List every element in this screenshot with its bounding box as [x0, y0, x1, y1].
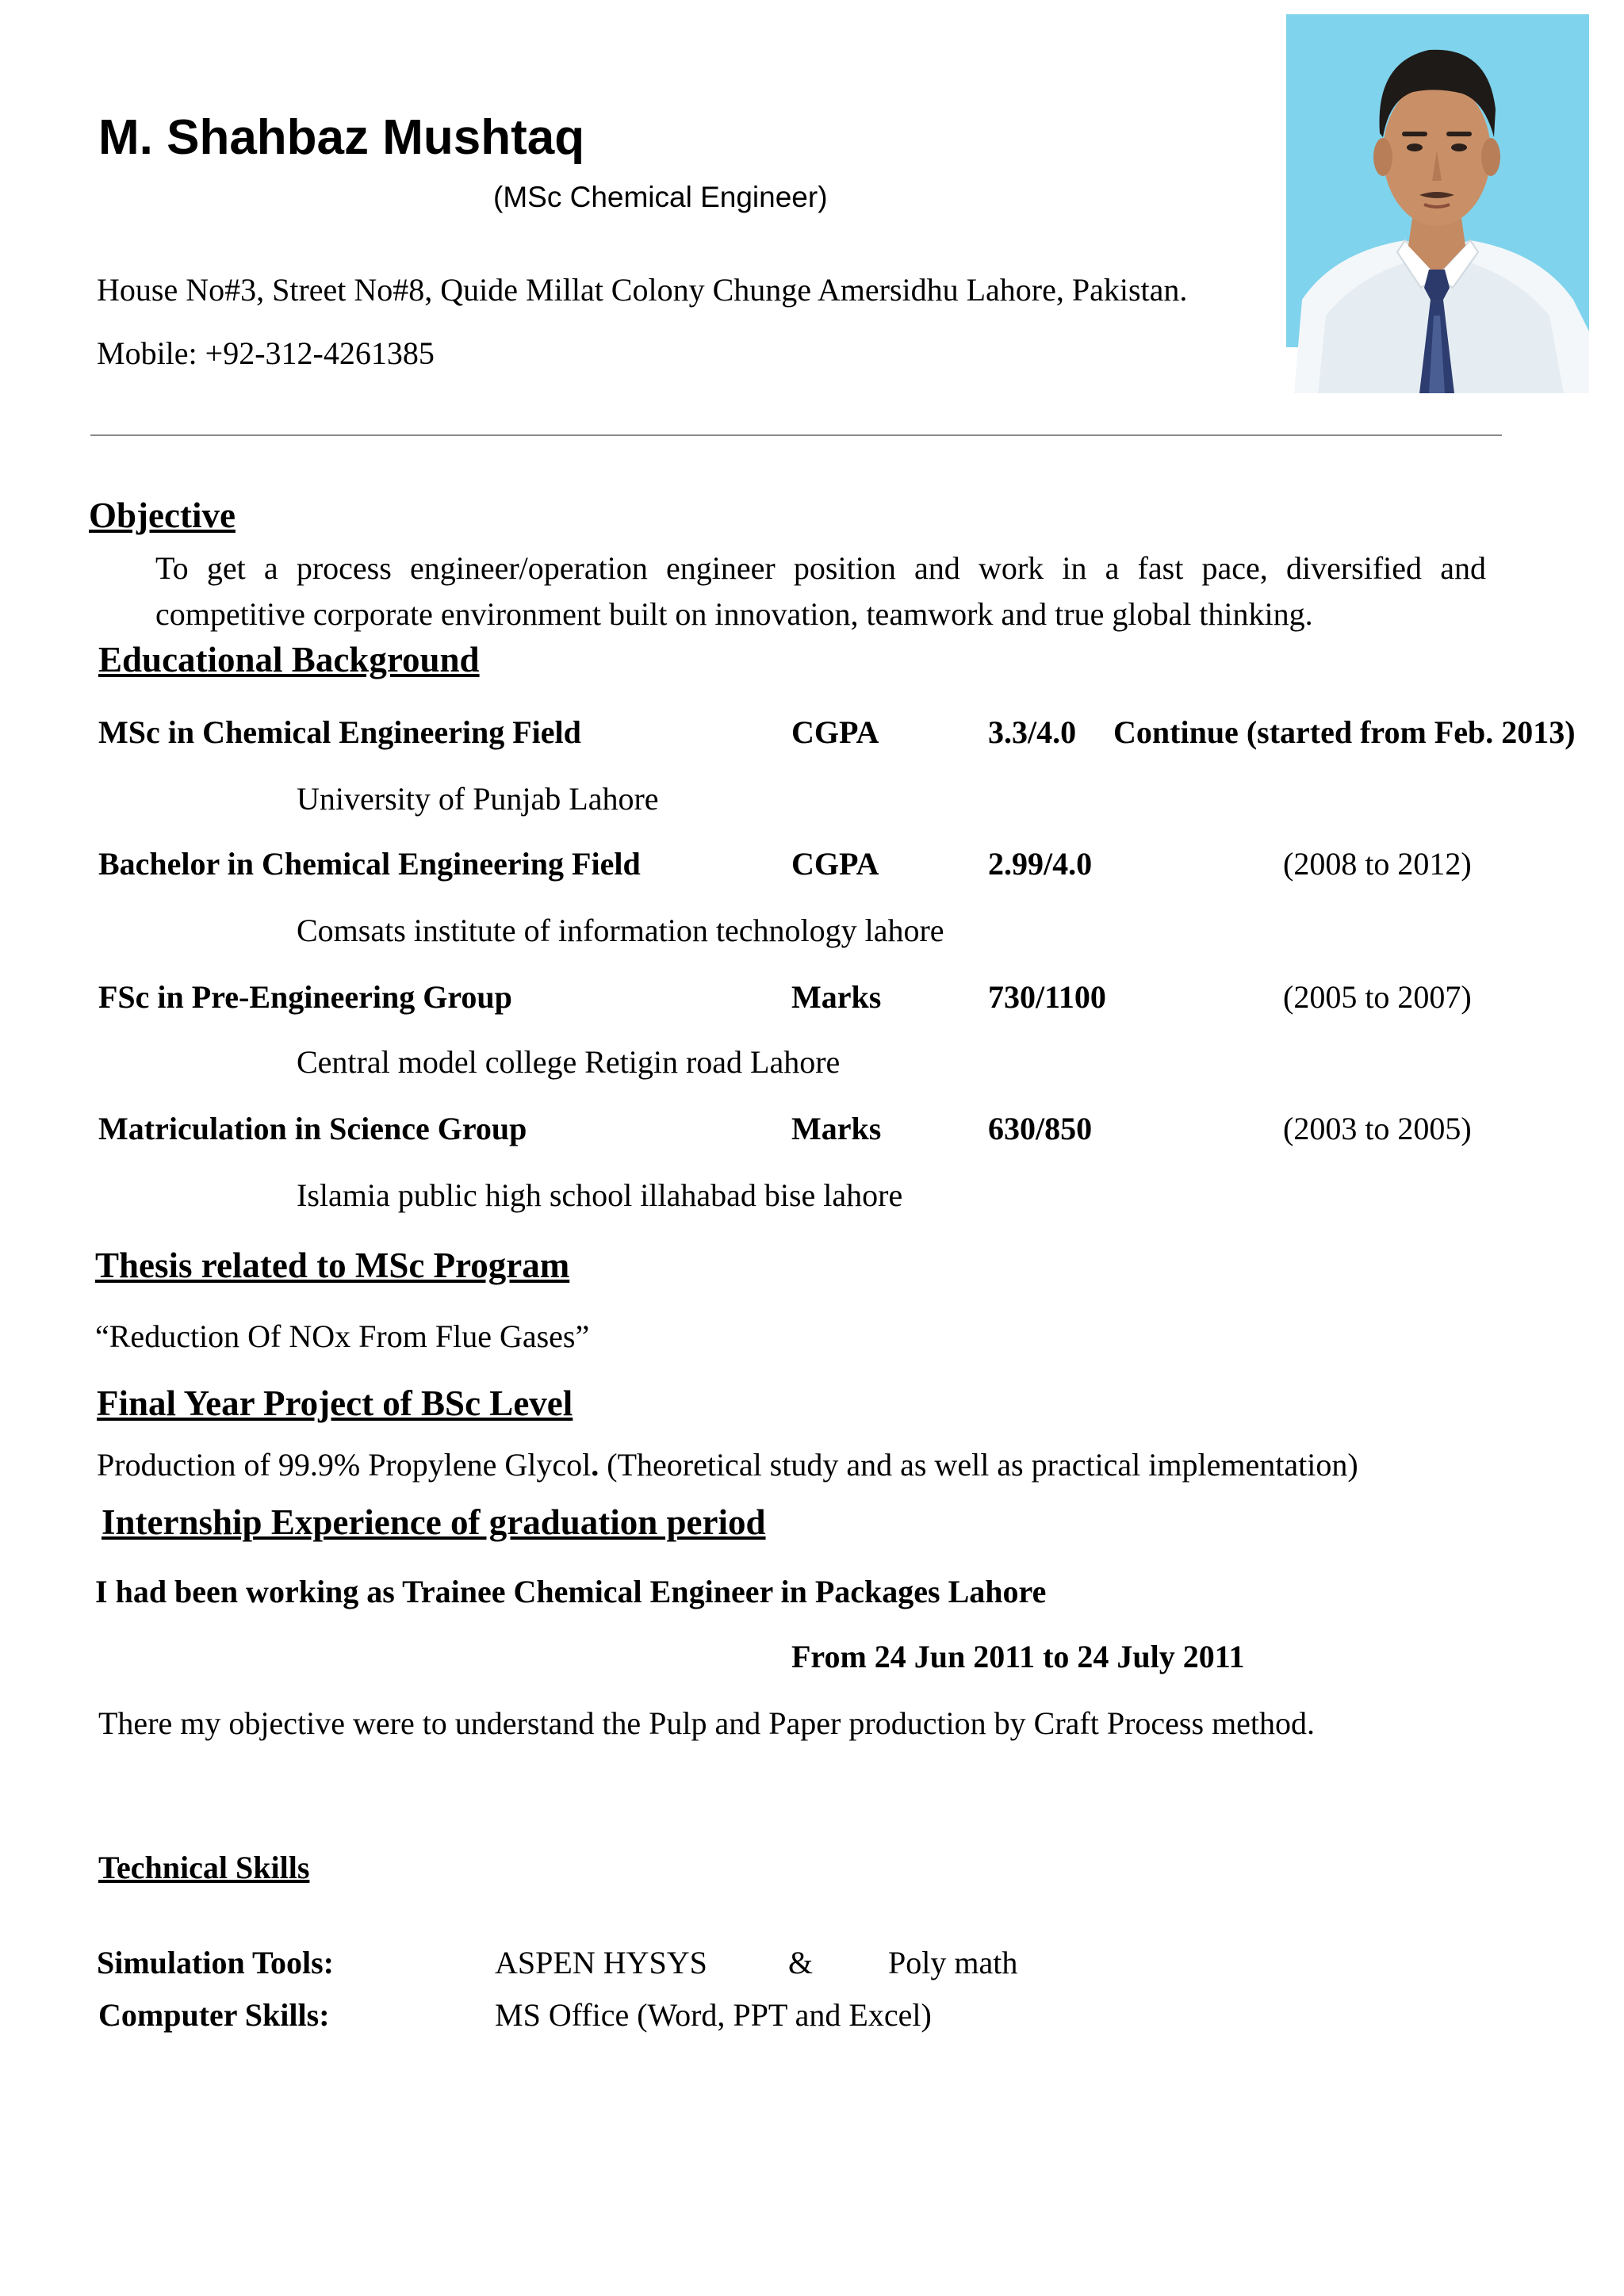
study-period: (2005 to 2007) — [1283, 979, 1472, 1015]
score-value: 3.3/4.0 — [988, 714, 1077, 750]
project-details: (Theoretical study and as well as practical implementation) — [599, 1447, 1358, 1483]
computer-skills-value: MS Office (Word, PPT and Excel) — [495, 1997, 932, 2033]
computer-skills-label: Computer Skills: — [98, 1997, 330, 2033]
institution-name: University of Punjab Lahore — [297, 781, 659, 817]
simulation-tools-separator: & — [788, 1945, 814, 1980]
education-heading: Educational Background — [98, 640, 480, 679]
score-type: Marks — [791, 979, 882, 1015]
score-value: 730/1100 — [988, 979, 1106, 1015]
thesis-title: “Reduction Of NOx From Flue Gases” — [95, 1318, 590, 1354]
degree-name: MSc in Chemical Engineering Field — [98, 714, 581, 750]
objective-text: To get a process engineer/operation engineer position and work in a fast pace, diversified and competitive corporate environment built on innovation, teamwork and true global thinking. — [155, 550, 1486, 632]
project-heading: Final Year Project of BSc Level — [97, 1383, 573, 1423]
project-description — [97, 1446, 1358, 1483]
degree-name: Bachelor in Chemical Engineering Field — [98, 846, 641, 882]
skills-heading: Technical Skills — [98, 1850, 310, 1885]
score-value: 630/850 — [988, 1111, 1093, 1146]
header-divider — [90, 434, 1502, 436]
study-period: Continue (started from Feb. 2013) — [1113, 714, 1576, 750]
score-value: 2.99/4.0 — [988, 846, 1093, 882]
institution-name: Central model college Retigin road Lahore — [297, 1044, 841, 1080]
degree-name: FSc in Pre-Engineering Group — [98, 979, 512, 1015]
candidate-title: (MSc Chemical Engineer) — [493, 181, 828, 213]
simulation-tools-label: Simulation Tools: — [97, 1945, 335, 1980]
score-type: Marks — [791, 1111, 882, 1146]
objective-heading: Objective — [89, 496, 236, 535]
project-title-period: . — [591, 1447, 599, 1483]
simulation-tool-aspen: ASPEN HYSYS — [495, 1945, 707, 1980]
mobile-number: Mobile: +92-312-4261385 — [97, 335, 435, 371]
candidate-name: M. Shahbaz Mushtaq — [98, 110, 585, 165]
institution-name: Comsats institute of information technology lahore — [297, 913, 944, 948]
thesis-heading: Thesis related to MSc Program — [95, 1246, 570, 1285]
institution-name: Islamia public high school illahabad bise lahore — [297, 1177, 903, 1213]
simulation-tool-polymath: Poly math — [888, 1945, 1018, 1980]
score-type: CGPA — [791, 846, 879, 882]
profile-photo — [1286, 14, 1589, 393]
internship-heading: Internship Experience of graduation period — [102, 1502, 766, 1542]
internship-objective: There my objective were to understand the Pulp and Paper production by Craft Process method. — [98, 1705, 1316, 1741]
score-type: CGPA — [791, 714, 879, 750]
project-title: Production of 99.9% Propylene Glycol — [97, 1447, 592, 1483]
address: House No#3, Street No#8, Quide Millat Colony Chunge Amersidhu Lahore, Pakistan. — [97, 272, 1188, 308]
study-period: (2003 to 2005) — [1283, 1111, 1472, 1146]
study-period: (2008 to 2012) — [1283, 846, 1472, 882]
internship-role: I had been working as Trainee Chemical Engineer in Packages Lahore — [95, 1574, 1047, 1609]
degree-name: Matriculation in Science Group — [98, 1111, 527, 1146]
internship-dates: From 24 Jun 2011 to 24 July 2011 — [791, 1639, 1245, 1674]
